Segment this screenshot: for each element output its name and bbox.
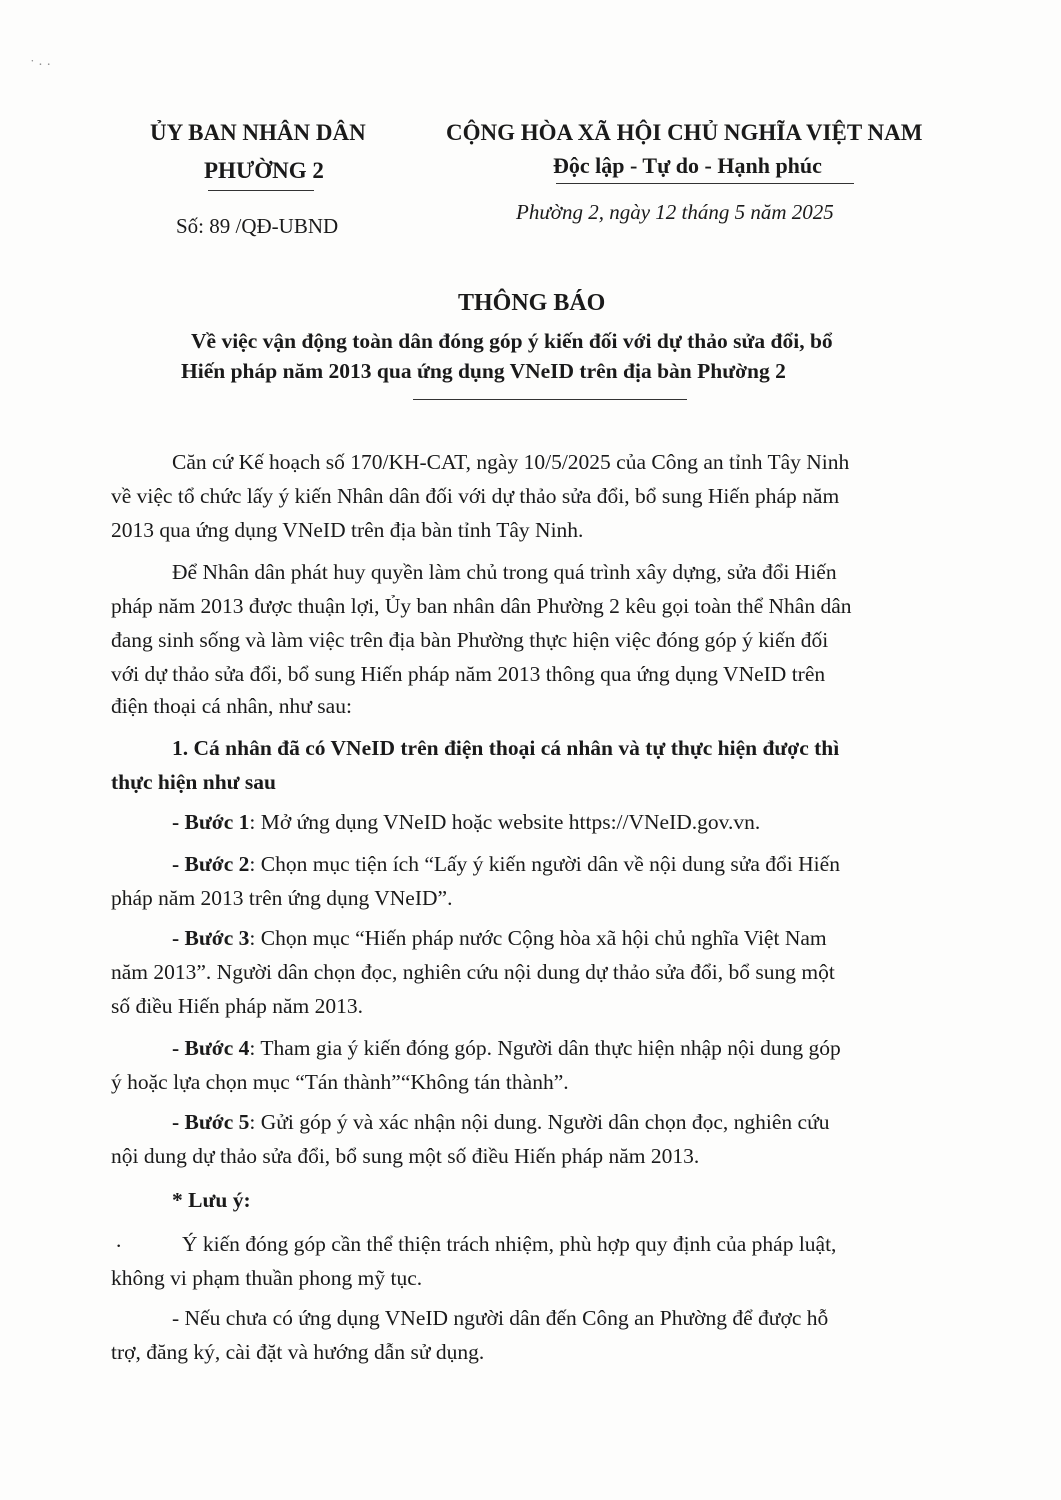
- step4-prefix: -: [172, 1036, 185, 1060]
- agency-line2: PHƯỜNG 2: [204, 158, 324, 183]
- note-label: * Lưu ý:: [172, 1188, 251, 1212]
- p2-line3: đang sinh sống và làm việc trên địa bàn Phường thực hiện việc đóng góp ý kiến đối: [111, 628, 829, 652]
- document-title: THÔNG BÁO: [458, 290, 606, 316]
- step1-label: Bước 1: [184, 810, 250, 834]
- section1-line2: thực hiện như sau: [111, 770, 277, 794]
- step3-line3: số điều Hiến pháp năm 2013.: [111, 994, 363, 1018]
- section1-line1: 1. Cá nhân đã có VNeID trên điện thoại cá nhân và tự thực hiện được thì: [172, 736, 840, 760]
- step1-text: : Mở ứng dụng VNeID hoặc website https://VNeID.gov.vn.: [249, 810, 761, 834]
- p2-line4: với dự thảo sửa đổi, bổ sung Hiến pháp năm 2013 thông qua ứng dụng VNeID trên: [111, 662, 826, 686]
- subject-line2: Hiến pháp năm 2013 qua ứng dụng VNeID trên địa bàn Phường 2: [181, 359, 786, 383]
- step3-text: : Chọn mục “Hiến pháp nước Cộng hòa xã hội chủ nghĩa Việt Nam: [249, 926, 827, 950]
- step3-line2: năm 2013”. Người dân chọn đọc, nghiên cứu nội dung dự thảo sửa đổi, bổ sung một: [111, 960, 835, 984]
- step2-line1: [172, 852, 840, 877]
- document-date: Phường 2, ngày 12 tháng 5 năm 2025: [516, 200, 834, 224]
- step3-prefix: -: [172, 926, 185, 950]
- step5-line2: nội dung dự thảo sửa đổi, bổ sung một số điều Hiến pháp năm 2013.: [111, 1144, 700, 1168]
- step2-prefix: -: [172, 852, 185, 876]
- step5-label: Bước 5: [184, 1110, 250, 1134]
- p1-line1: Căn cứ Kế hoạch số 170/KH-CAT, ngày 10/5/2025 của Công an tỉnh Tây Ninh: [172, 450, 850, 474]
- p2-line5: điện thoại cá nhân, như sau:: [111, 694, 352, 718]
- subject-underline: [413, 399, 687, 400]
- p2-line1: Để Nhân dân phát huy quyền làm chủ trong quá trình xây dựng, sửa đổi Hiến: [172, 560, 837, 584]
- step4-label: Bước 4: [184, 1036, 250, 1060]
- agency-underline: [208, 190, 314, 191]
- step5-prefix: -: [172, 1110, 185, 1134]
- step3-label: Bước 3: [184, 926, 250, 950]
- subject-line1: Về việc vận động toàn dân đóng góp ý kiến đối với dự thảo sửa đổi, bổ: [191, 329, 833, 353]
- step1-line1: [172, 810, 760, 835]
- p2-line2: pháp năm 2013 được thuận lợi, Ủy ban nhân dân Phường 2 kêu gọi toàn thể Nhân dân: [111, 594, 852, 618]
- note2-line2: trợ, đăng ký, cài đặt và hướng dẫn sử dụng.: [111, 1340, 485, 1364]
- note2-line1: - Nếu chưa có ứng dụng VNeID người dân đến Công an Phường để được hỗ: [172, 1306, 829, 1330]
- step4-line2: ý hoặc lựa chọn mục “Tán thành”“Không tán thành”.: [111, 1070, 569, 1094]
- p1-line3: 2013 qua ứng dụng VNeID trên địa bàn tỉnh Tây Ninh.: [111, 518, 584, 542]
- step1-prefix: -: [172, 810, 185, 834]
- step5-line1: [172, 1110, 830, 1135]
- step2-line2: pháp năm 2013 trên ứng dụng VNeID”.: [111, 886, 453, 910]
- step4-text: : Tham gia ý kiến đóng góp. Người dân thực hiện nhập nội dung góp: [249, 1036, 841, 1060]
- motto: Độc lập - Tự do - Hạnh phúc: [553, 153, 822, 178]
- agency-line1: ỦY BAN NHÂN DÂN: [150, 120, 366, 145]
- note-dot: .: [116, 1228, 122, 1252]
- note1-line2: không vi phạm thuần phong mỹ tục.: [111, 1266, 423, 1290]
- step2-label: Bước 2: [184, 852, 250, 876]
- step2-text: : Chọn mục tiện ích “Lấy ý kiến người dân về nội dung sửa đổi Hiến: [249, 852, 840, 876]
- step5-text: : Gửi góp ý và xác nhận nội dung. Người dân chọn đọc, nghiên cứu: [249, 1110, 830, 1134]
- scan-artifact: ˙ · ·: [30, 58, 51, 73]
- step3-line1: [172, 926, 827, 951]
- nation-name: CỘNG HÒA XÃ HỘI CHỦ NGHĨA VIỆT NAM: [446, 120, 923, 145]
- document-number: Số: 89 /QĐ-UBND: [176, 214, 339, 238]
- note1-line1: Ý kiến đóng góp cần thể thiện trách nhiệm, phù hợp quy định của pháp luật,: [182, 1232, 837, 1256]
- motto-underline: [556, 183, 854, 184]
- step4-line1: [172, 1036, 841, 1061]
- p1-line2: về việc tổ chức lấy ý kiến Nhân dân đối với dự thảo sửa đổi, bổ sung Hiến pháp năm: [111, 484, 840, 508]
